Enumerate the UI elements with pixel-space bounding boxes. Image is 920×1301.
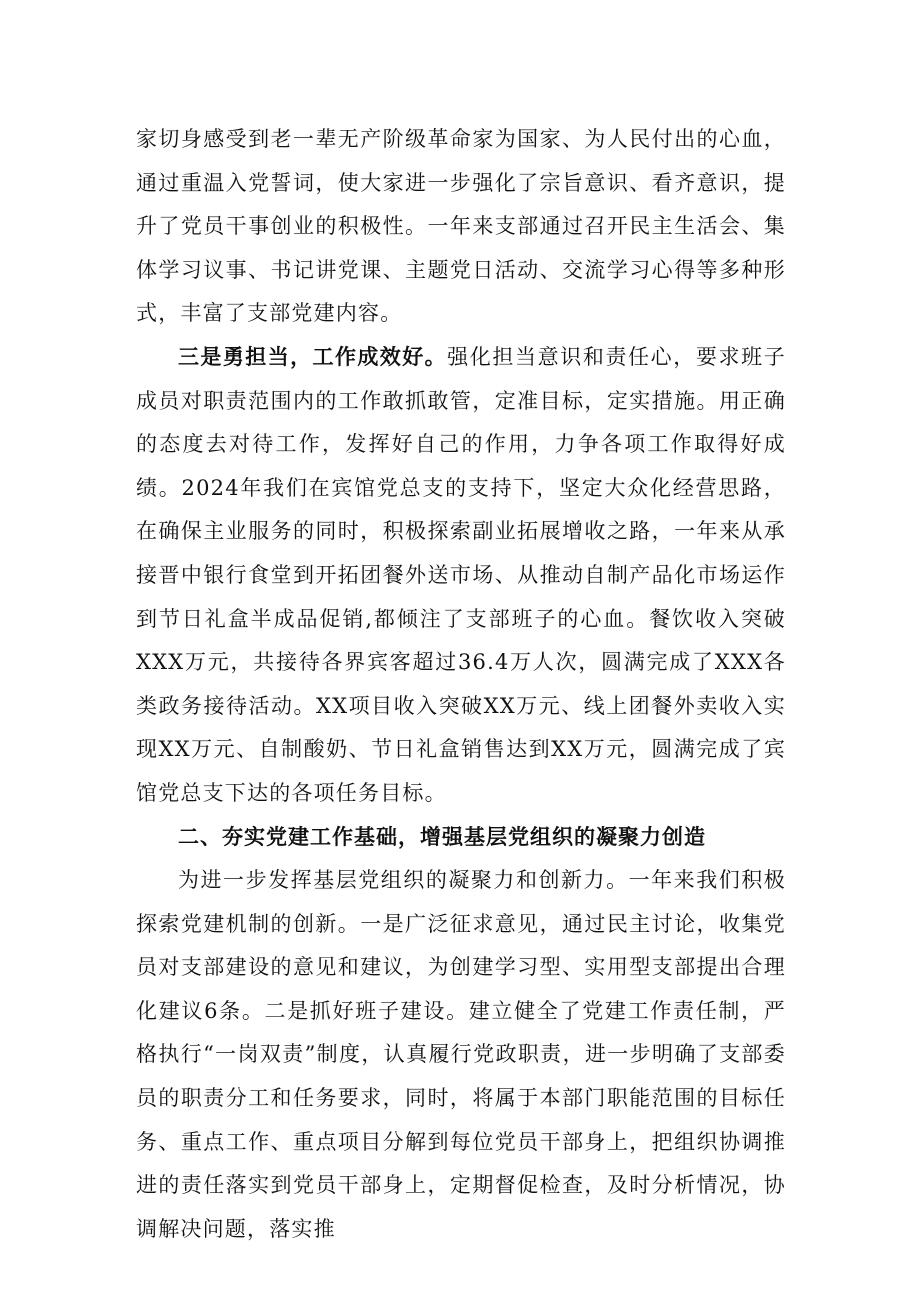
paragraph-responsibility (136, 336, 786, 816)
paragraph-mechanism-innovation: 为进一步发挥基层党组织的凝聚力和创新力。一年来我们积极探索党建机制的创新。一是广泛征求意见，通过民主讨论，收集党员对支部建设的意见和建议，为创建学习型、实用型支部提出合理化建议6条。二是抓好班子建设。建立健全了党建工作责任制，严格执行“一岗双责”制度，认真履行党政职责，进一步明确了支部委员的职责分工和任务要求，同时，将属于本部门职能范围的目标任务、重点工作、重点项目分解到每位党员干部身上，把组织协调推进的责任落实到党员干部身上，定期督促检查，及时分析情况，协调解决问题，落实推 (136, 868, 786, 1241)
document-body (136, 118, 786, 1251)
paragraph-lead-bold: 三是勇担当，工作成效好。 (178, 344, 448, 369)
paragraph-responsibility-body: 强化担当意识和责任心，要求班子成员对职责范围内的工作敢抓敢管，定准目标，定实措施。用正确的态度去对待工作，发挥好自己的作用，力争各项工作取得好成绩。2024年我们在宾馆党总支的支持下，坚定大众化经营思路，在确保主业服务的同时，积极探索副业拓展增收之路，一年来从承接晋中银行食堂到开拓团餐外送市场、从推动自制产品化市场运作到节日礼盒半成品促销,都倾注了支部班子的心血。餐饮收入突破XXX万元，共接待各界宾客超过36.4万人次，圆满完成了XXX各类政务接待活动。XX项目收入突破XX万元、线上团餐外卖收入实现XX万元、自制酸奶、节日礼盒销售达到XX万元，圆满完成了宾馆党总支下达的各项任务目标。 (136, 344, 786, 805)
section-heading-2: 二、夯实党建工作基础，增强基层党组织的凝聚力创造 (178, 824, 706, 849)
paragraph-party-education: 家切身感受到老一辈无产阶级革命家为国家、为人民付出的心血，通过重温入党誓词，使大家进一步强化了宗旨意识、看齐意识，提升了党员干事创业的积极性。一年来支部通过召开民主生活会、集体学习议事、书记讲党课、主题党日活动、交流学习心得等多种形式，丰富了支部党建内容。 (136, 127, 786, 326)
